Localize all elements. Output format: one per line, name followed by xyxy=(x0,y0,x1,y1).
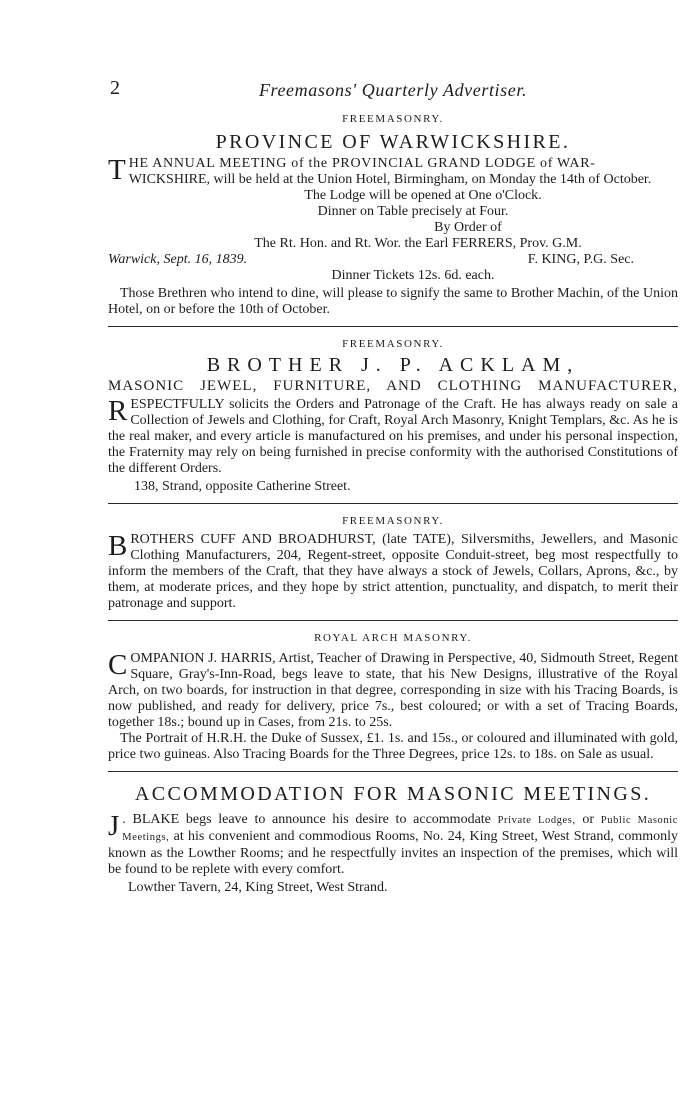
notice-body-text: OMPANION J. HARRIS, Artist, Teacher of Drawing in Perspective, 40, Sidmouth Street, Regent Square, Gray's-Inn-Road, begs leave to state, that his New Designs, illustrative of the Royal Arch, on two boards, for instruction in that degree, corresponding in size with his Tracing Boards, is now published, and ready for delivery, price 7s., best coloured; or with a set of Tracing Boards, together 18s.; bound up in Cases, from 21s. to 25s. xyxy=(108,651,678,730)
notice-body-text: ESPECTFULLY solicits the Orders and Patronage of the Craft. He has always ready on sale a Collection of Jewels and Clothing, for Craft, Royal Arch Masonry, Knight Templars, &c. As he is the real maker, and every article is manufactured on his premises, and under his personal inspection, the Fraternity may rely on being furnished in precise conformity with the authorised Constitutions of the different Orders. xyxy=(108,397,678,476)
notice-body xyxy=(108,397,678,477)
notice-kicker: FREEMASONRY. xyxy=(342,338,444,350)
notice-body xyxy=(108,156,678,188)
secretary: F. KING, P.G. Sec. xyxy=(527,252,634,267)
divider-rule xyxy=(108,771,678,772)
newspaper-page xyxy=(108,77,679,896)
notice-body xyxy=(108,651,678,731)
dinner-time: Dinner on Table precisely at Four. xyxy=(317,204,509,219)
signatory: The Rt. Hon. and Rt. Wor. the Earl FERRERS, Prov. G.M. xyxy=(254,236,582,251)
drop-cap: C xyxy=(108,649,128,681)
drop-cap: J xyxy=(108,810,120,842)
notice-cuff-broadhurst xyxy=(108,514,678,612)
drop-cap: R xyxy=(108,395,128,427)
notice-headline: ACCOMMODATION FOR MASONIC MEETINGS. xyxy=(134,783,652,805)
drop-cap: B xyxy=(108,530,128,562)
notice-address: Lowther Tavern, 24, King Street, West Strand. xyxy=(128,880,388,895)
notice-body xyxy=(108,532,678,612)
notice-acklam xyxy=(108,337,678,495)
by-order: By Order of xyxy=(434,220,502,235)
place-date: Warwick, Sept. 16, 1839. xyxy=(108,252,248,267)
notice-kicker: ROYAL ARCH MASONRY. xyxy=(314,632,472,644)
notice-body-rest: WICKSHIRE, will be held at the Union Hotel, Birmingham, on Monday the 14th of October. xyxy=(128,172,652,187)
notice-note: Those Brethren who intend to dine, will please to signify the same to Brother Machin, of the Union Hotel, on or before the 10th of October. xyxy=(108,286,678,317)
divider-rule xyxy=(108,620,678,621)
page-number: 2 xyxy=(110,77,120,99)
notice-address: 138, Strand, opposite Catherine Street. xyxy=(134,479,351,494)
lodge-open-time: The Lodge will be opened at One o'Clock. xyxy=(304,188,542,203)
notice-body-line1: HE ANNUAL MEETING of the PROVINCIAL GRAND LODGE of WAR- xyxy=(128,156,596,171)
notice-body-text: ROTHERS CUFF AND BROADHURST, (late TATE), Silversmiths, Jewellers, and Masonic Clothing Manufacturers, 204, Regent-street, opposite Conduit-street, beg most respectfully to inform the members of the Craft, that they have always a stock of Jewels, Collars, Aprons, &c., by them, at moderate prices, and they hope by strict attention, punctuality, and dispatch, to merit their patronage and support. xyxy=(108,532,678,611)
drop-cap: T xyxy=(108,154,126,186)
dinner-tickets: Dinner Tickets 12s. 6d. each. xyxy=(331,268,495,283)
notice-headline: PROVINCE OF WARWICKSHIRE. xyxy=(215,131,571,153)
notice-blake xyxy=(108,782,678,896)
notice-subheadline: MASONIC JEWEL, FURNITURE, AND CLOTHING MANUFACTURER, xyxy=(108,378,678,394)
signature-row xyxy=(108,252,678,268)
notice-body-a: . BLAKE begs leave to announce his desire to accommodate xyxy=(122,812,491,827)
notice-harris xyxy=(108,631,678,763)
notice-kicker: FREEMASONRY. xyxy=(342,515,444,527)
notice-kicker: FREEMASONRY. xyxy=(342,113,444,125)
notice-body xyxy=(108,812,678,878)
running-head xyxy=(108,77,678,108)
notice-warwickshire xyxy=(108,112,678,318)
notice-body-b: or xyxy=(582,812,595,827)
journal-title: Freemasons' Quarterly Advertiser. xyxy=(258,80,528,100)
private-lodges: Private Lodges, xyxy=(497,815,576,826)
notice-headline: BROTHER J. P. ACKLAM, xyxy=(206,354,580,376)
notice-body-c: at his convenient and commodious Rooms, No. 24, King Street, West Strand, commonly known as the Lowther Rooms; and he respectfully invites an inspection of the premises, which will be found to be replete with every comfort. xyxy=(108,829,678,877)
public-meetings: Public Masonic Meetings, xyxy=(122,815,679,843)
divider-rule xyxy=(108,326,678,327)
notice-body-second: The Portrait of H.R.H. the Duke of Sussex, £1. 1s. and 15s., or coloured and illuminated with gold, price two guineas. Also Tracing Boards for the Three Degrees, price 12s. to 18s. on Sale as usual. xyxy=(108,731,678,762)
divider-rule xyxy=(108,503,678,504)
